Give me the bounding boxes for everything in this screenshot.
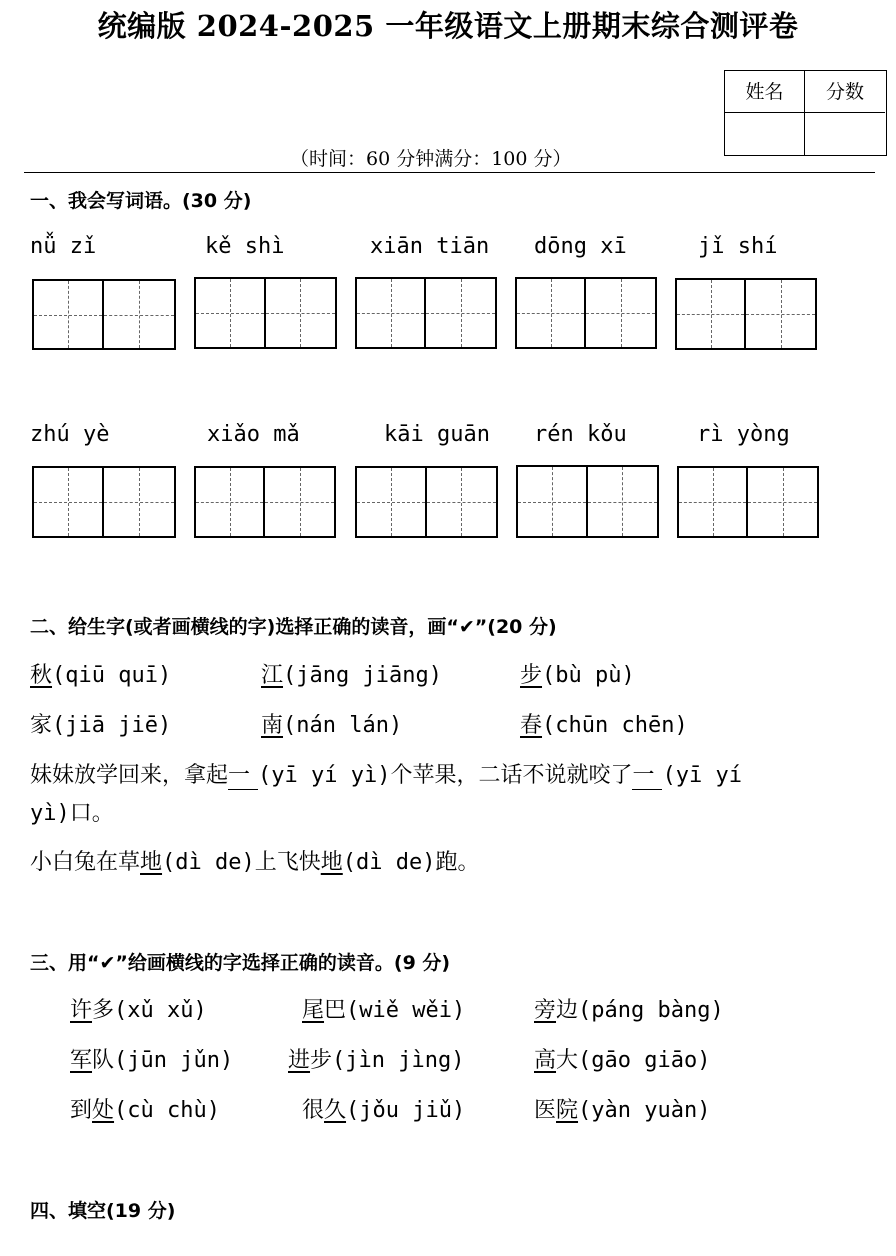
- word-char: 边: [556, 998, 579, 1023]
- writing-box[interactable]: [355, 466, 498, 538]
- score-table: [724, 70, 887, 156]
- word-char: 多: [92, 998, 115, 1023]
- pinyin-options: (jāng jiāng): [283, 663, 442, 688]
- word-choice[interactable]: [70, 1043, 233, 1074]
- writing-box[interactable]: [516, 465, 659, 538]
- writing-box[interactable]: [194, 277, 337, 349]
- pinyin-options: (gāo giāo): [578, 1048, 711, 1073]
- pinyin-options: (yàn yuàn): [578, 1098, 711, 1123]
- target-char: 院: [556, 1098, 579, 1123]
- pinyin-label: kě shì: [205, 234, 285, 259]
- writing-box[interactable]: [677, 466, 819, 538]
- pinyin-label: rén kǒu: [534, 422, 627, 447]
- pinyin-options: (cù chù): [114, 1098, 220, 1123]
- target-char: 地: [140, 850, 163, 875]
- pinyin-options: (bù pù): [542, 663, 635, 688]
- reading-choice[interactable]: [261, 658, 442, 689]
- score-label: 分数: [805, 71, 885, 113]
- pinyin-options: (nán lán): [283, 713, 403, 738]
- pinyin-options: (dì de)跑。: [342, 850, 480, 875]
- word-char: 到: [70, 1098, 93, 1123]
- section2-heading: 二、给生字(或者画横线的字)选择正确的读音，画“✔”(20 分): [30, 616, 557, 638]
- target-char: 南: [261, 713, 284, 738]
- pinyin-label: nǚ zǐ: [30, 234, 97, 259]
- word-char: 很: [302, 1098, 325, 1123]
- sentence-text: 妹妹放学回来，拿起: [30, 763, 229, 788]
- target-char: 地: [320, 850, 343, 875]
- target-char: 高: [534, 1048, 557, 1073]
- writing-box[interactable]: [675, 278, 817, 350]
- target-char: 春: [520, 713, 543, 738]
- sentence-question[interactable]: [30, 758, 742, 790]
- pinyin-options: (páng bàng): [578, 998, 724, 1023]
- sentence-continued: [30, 796, 114, 827]
- writing-box[interactable]: [194, 466, 336, 538]
- word-choice[interactable]: [534, 1043, 710, 1074]
- reading-choice[interactable]: [520, 658, 635, 689]
- pinyin-options: (wiě wěi): [346, 998, 466, 1023]
- target-char: 许: [70, 998, 93, 1023]
- target-char: 久: [324, 1098, 347, 1123]
- pinyin-label: kāi guān: [384, 422, 490, 447]
- pinyin-options: (xǔ xǔ): [114, 998, 207, 1023]
- word-choice[interactable]: [534, 1093, 710, 1124]
- writing-box[interactable]: [515, 277, 657, 349]
- word-char: 医: [534, 1098, 557, 1123]
- writing-box[interactable]: [355, 277, 497, 349]
- word-choice[interactable]: [302, 993, 465, 1024]
- target-char: 尾: [302, 998, 325, 1023]
- word-choice[interactable]: [302, 1093, 465, 1124]
- word-char: 队: [92, 1048, 115, 1073]
- target-char: 军: [70, 1048, 93, 1073]
- target-char: 步: [520, 663, 543, 688]
- pinyin-label: zhú yè: [30, 422, 110, 447]
- target-char: 家: [30, 713, 53, 738]
- target-char: 江: [261, 663, 284, 688]
- word-choice[interactable]: [70, 1093, 220, 1124]
- word-char: 步: [310, 1048, 333, 1073]
- writing-box[interactable]: [32, 279, 176, 350]
- target-char: 一: [632, 758, 662, 790]
- section1-heading: 一、我会写词语。(30 分): [30, 190, 252, 212]
- pinyin-label: rì yòng: [697, 422, 790, 447]
- pinyin-options: (jiā jiē): [52, 713, 172, 738]
- section4-heading: 四、填空(19 分): [30, 1200, 176, 1222]
- pinyin-options: (yī yí: [662, 763, 742, 788]
- word-char: 巴: [324, 998, 347, 1023]
- pinyin-options: yì)口。: [30, 801, 114, 826]
- pinyin-options: (chūn chēn): [542, 713, 688, 738]
- score-field[interactable]: [805, 113, 885, 155]
- section3-heading: 三、用“✔”给画横线的字选择正确的读音。(9 分): [30, 952, 451, 974]
- reading-choice[interactable]: [30, 708, 171, 739]
- word-choice[interactable]: [70, 993, 207, 1024]
- pinyin-label: xiǎo mǎ: [207, 422, 300, 447]
- reading-choice[interactable]: [261, 708, 402, 739]
- pinyin-options: (dì de)上飞快: [162, 850, 321, 875]
- target-char: 秋: [30, 663, 53, 688]
- target-char: 一: [228, 758, 258, 790]
- time-info: （时间：60 分钟满分：100 分）: [290, 148, 572, 170]
- target-char: 处: [92, 1098, 115, 1123]
- word-choice[interactable]: [534, 993, 724, 1024]
- writing-box[interactable]: [32, 466, 176, 538]
- pinyin-options: (yī yí yì)个苹果，二话不说就咬了: [258, 763, 633, 788]
- pinyin-label: jǐ shí: [698, 234, 778, 259]
- pinyin-options: (jǒu jiǔ): [346, 1098, 466, 1123]
- name-label: 姓名: [725, 71, 805, 113]
- word-char: 大: [556, 1048, 579, 1073]
- pinyin-options: (jìn jìng): [332, 1048, 465, 1073]
- header-divider: [24, 172, 875, 173]
- pinyin-options: (qiū quī): [52, 663, 172, 688]
- target-char: 进: [288, 1048, 311, 1073]
- pinyin-label: dōng xī: [534, 234, 627, 259]
- pinyin-options: (jūn jǔn): [114, 1048, 234, 1073]
- word-choice[interactable]: [288, 1043, 464, 1074]
- target-char: 旁: [534, 998, 557, 1023]
- sentence-text: 小白兔在草: [30, 850, 141, 875]
- reading-choice[interactable]: [30, 658, 171, 689]
- sentence-question[interactable]: [30, 845, 479, 876]
- page-title: 统编版 2024-2025 一年级语文上册期末综合测评卷: [97, 9, 799, 43]
- name-field[interactable]: [725, 113, 805, 155]
- pinyin-label: xiān tiān: [370, 234, 490, 259]
- reading-choice[interactable]: [520, 708, 688, 739]
